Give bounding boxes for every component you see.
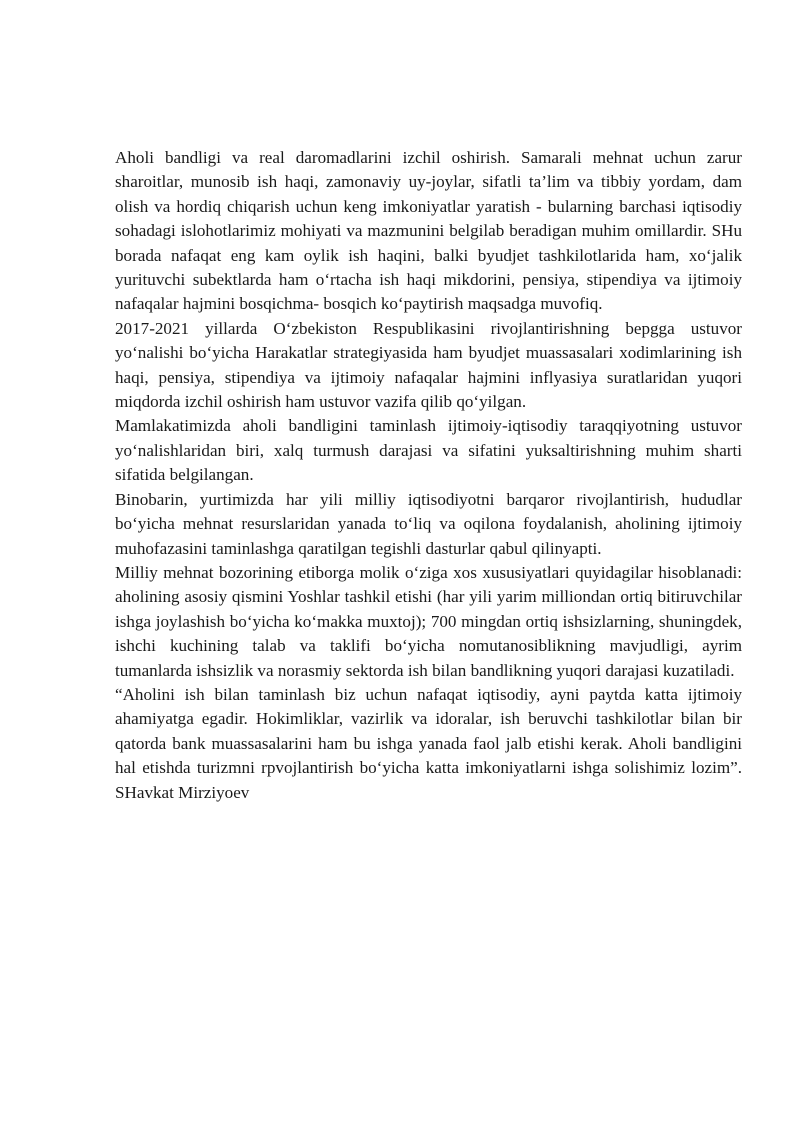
paragraph-employment-income: Aholi bandligi va real daromadlarini izchil oshirish. Samarali mehnat uchun zarur sharoitlar, munosib ish haqi, zamonaviy uy-joylar, sifatli ta’lim va tibbiy yordam, dam olish va hordiq chiqarish uchun keng imkoniyatlar yaratish - bularning barchasi iqtisodiy sohadagi islohotlarimiz mohiyati va mazmunini belgilab beradigan muhim omillardir. SHu borada nafaqat eng kam oylik ish haqini, balki byudjet tashkilotlarida ham, xo‘jalik yurituvchi subektlarda ham o‘rtacha ish haqi mikdorini, pensiya, stipendiya va ijtimoiy nafaqalar hajmini bosqichma- bosqich ko‘paytirish maqsadga muvofiq. [115,148,742,314]
paragraph-strategy-2017-2021: 2017-2021 yillarda O‘zbekiston Respublikasini rivojlantirishning bepgga ustuvor yo‘nalishi bo‘yicha Harakatlar strategiyasida ham byudjet muassasalari xodimlarining ish haqi, pensiya, stipendiya va ijtimoiy nafaqalar hajmini inflyasiya suratlaridan yuqori miqdorda izchil oshirish ham ustuvor vazifa qilib qo‘yilgan. [115,318,742,412]
paragraph-programs: Binobarin, yurtimizda har yili milliy iqtisodiyotni barqaror rivojlantirish, hududlar bo‘yicha mehnat resurslaridan yanada to‘liq va oqilona foydalanish, aholining ijtimoiy muhofazasini taminlashga qaratilgan tegishli dasturlar qabul qilinyapti. [115,489,742,558]
paragraph-employment-priority: Mamlakatimizda aholi bandligini taminlash ijtimoiy-iqtisodiy taraqqiyotning ustuvor yo‘nalishlaridan biri, xalq turmush darajasi va sifatini yuksaltirishning muhim sharti sifatida belgilangan. [115,416,742,485]
paragraph-quote: “Aholini ish bilan taminlash biz uchun nafaqat iqtisodiy, ayni paytda katta ijtimoiy ahamiyatga egadir. Hokimliklar, vazirlik va idoralar, ish beruvchi tashkilotlar bilan bir qatorda bank muassasalarini ham bu ishga yanada faol jalb etishi kerak. Aholi bandligini hal etishda turizmni rpvojlantirish bo‘yicha katta imkoniyatlarni ishga solishimiz lozim”. SHavkat Mirziyoev [115,684,742,802]
paragraph-labor-market: Milliy mehnat bozorining etiborga molik o‘ziga xos xususiyatlari quyidagilar hisoblanadi: aholining asosiy qismini Yoshlar tashkil etishi (har yili yarim milliondan ortiq bitiruvchilar ishga joylashish bo‘yicha ko‘makka muxtoj); 700 mingdan ortiq ishsizlarning, shuningdek, ishchi kuchining talab va taklifi bo‘yicha nomutanosiblikning mavjudligi, ayrim tumanlarda ishsizlik va norasmiy sektorda ish bilan bandlikning yuqori darajasi kuzatiladi. [115,562,742,680]
body-text [115,146,742,805]
